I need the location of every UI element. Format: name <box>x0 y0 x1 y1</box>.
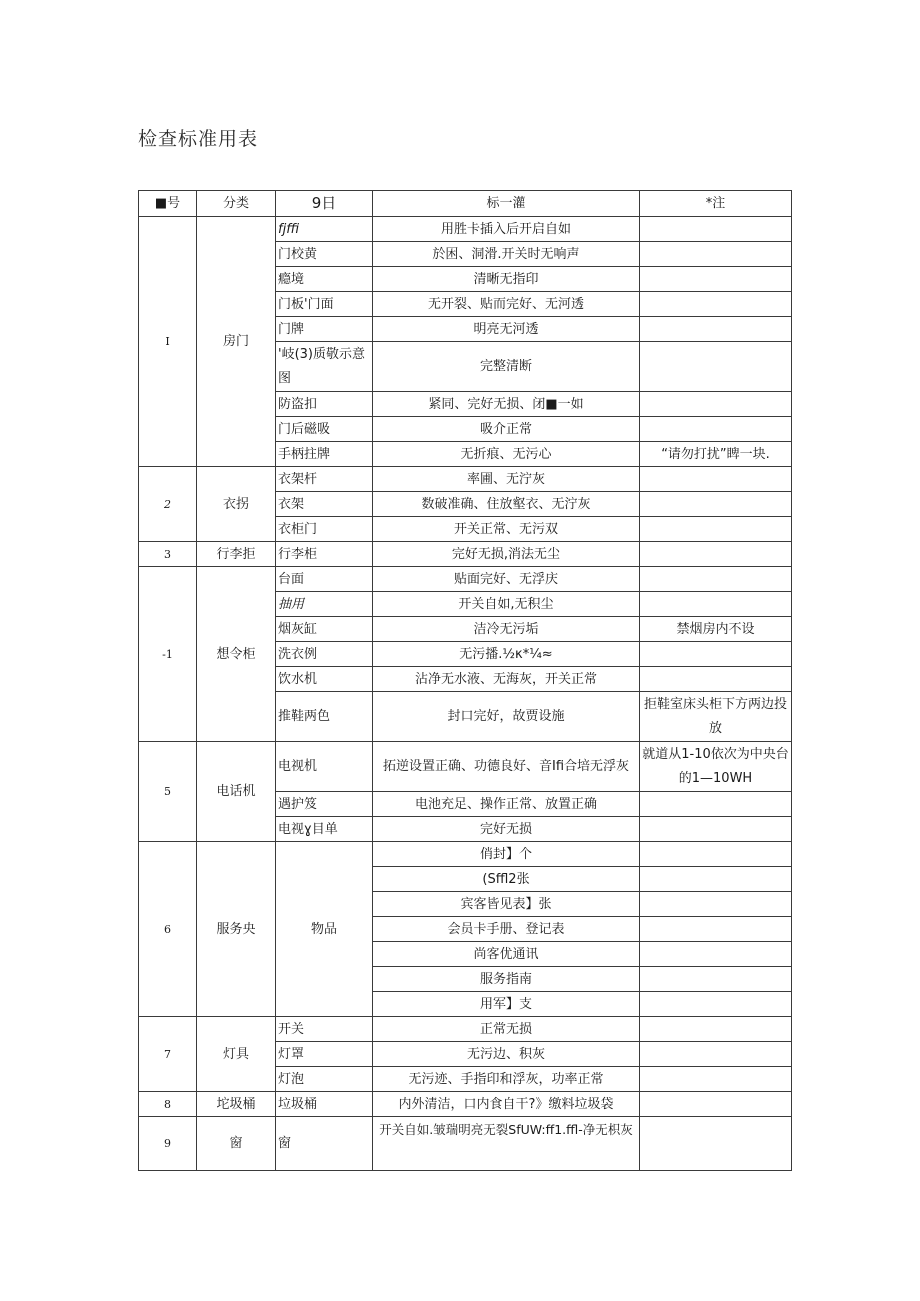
standard-cell: 电池充足、操作正常、放置正确 <box>373 792 640 817</box>
group-category: 房门 <box>197 217 276 467</box>
standard-cell: 用军】支 <box>373 992 640 1017</box>
standard-cell: 清晰无指印 <box>373 267 640 292</box>
standard-cell: 率圃、无泞灰 <box>373 467 640 492</box>
note-cell <box>640 942 792 967</box>
note-cell <box>640 417 792 442</box>
standard-cell: 无污迹、手指印和浮灰，功率正常 <box>373 1067 640 1092</box>
item-cell: 台面 <box>276 567 373 592</box>
item-cell: 抽用 <box>276 592 373 617</box>
item-cell: 开关 <box>276 1017 373 1042</box>
note-cell <box>640 592 792 617</box>
note-cell <box>640 542 792 567</box>
table-row <box>139 217 792 242</box>
note-cell: “请勿打扰”睥一块. <box>640 442 792 467</box>
group-category: 想令柜 <box>197 567 276 742</box>
note-cell <box>640 342 792 392</box>
note-cell <box>640 967 792 992</box>
item-cell: 门校黄 <box>276 242 373 267</box>
standard-cell: 俏封】个 <box>373 842 640 867</box>
note-cell <box>640 517 792 542</box>
standard-cell: 无折痕、无污心 <box>373 442 640 467</box>
standard-cell: 开关正常、无污双 <box>373 517 640 542</box>
standard-cell: 宾客皆见表】张 <box>373 892 640 917</box>
standard-cell: 吸介正常 <box>373 417 640 442</box>
note-cell <box>640 892 792 917</box>
standard-cell: 沾净无水液、无海灰，开关正常 <box>373 667 640 692</box>
item-cell: 物品 <box>276 842 373 1017</box>
group-number: I <box>139 217 197 467</box>
note-cell <box>640 1067 792 1092</box>
note-cell <box>640 317 792 342</box>
group-number: 3 <box>139 542 197 567</box>
note-cell <box>640 492 792 517</box>
group-number: 6 <box>139 842 197 1017</box>
table-row <box>139 467 792 492</box>
group-category: 灯具 <box>197 1017 276 1092</box>
standard-cell: 无开裂、贴而完好、无河透 <box>373 292 640 317</box>
item-cell: 电视机 <box>276 742 373 792</box>
note-cell <box>640 1117 792 1171</box>
standard-cell: 正常无损 <box>373 1017 640 1042</box>
group-category: 坨圾桶 <box>197 1092 276 1117</box>
table-row <box>139 1017 792 1042</box>
item-cell: 推鞋两色 <box>276 692 373 742</box>
table-row <box>139 842 792 867</box>
standard-cell: 用胜卡插入后开启自如 <box>373 217 640 242</box>
group-category: 电话机 <box>197 742 276 842</box>
item-cell: 行李柜 <box>276 542 373 567</box>
note-cell <box>640 467 792 492</box>
table-row <box>139 1092 792 1117</box>
standard-cell: 洁冷无污垢 <box>373 617 640 642</box>
standard-cell: (Sffl2张 <box>373 867 640 892</box>
standard-cell: 服务指南 <box>373 967 640 992</box>
note-cell <box>640 917 792 942</box>
table-row <box>139 1117 792 1171</box>
note-cell <box>640 842 792 867</box>
standard-cell: 封口完好，故贾设施 <box>373 692 640 742</box>
note-cell <box>640 667 792 692</box>
group-number: 7 <box>139 1017 197 1092</box>
item-cell: 手柄拄牌 <box>276 442 373 467</box>
header-note: *注 <box>640 191 792 217</box>
standard-cell: 完好无损 <box>373 817 640 842</box>
standard-cell: 於困、洞滑.开关时无响声 <box>373 242 640 267</box>
header-item: 9日 <box>276 191 373 217</box>
note-cell <box>640 567 792 592</box>
group-number: 5 <box>139 742 197 842</box>
group-category: 窗 <box>197 1117 276 1171</box>
header-category: 分类 <box>197 191 276 217</box>
header-standard: 标一灌 <box>373 191 640 217</box>
group-number: 8 <box>139 1092 197 1117</box>
standard-cell: 开关自如.皱瑞明亮无裂SfUW:ff1.ffl-净无枳灰 <box>373 1117 640 1171</box>
item-cell: 电视ɣ目单 <box>276 817 373 842</box>
table-row <box>139 567 792 592</box>
group-category: 衣拐 <box>197 467 276 542</box>
item-cell: 饮水机 <box>276 667 373 692</box>
note-cell <box>640 292 792 317</box>
standard-cell: 拓逆设置正确、功德良好、音Ifi合培无浮灰 <box>373 742 640 792</box>
item-cell: 衣架 <box>276 492 373 517</box>
item-cell: 防盗扣 <box>276 392 373 417</box>
note-cell <box>640 1042 792 1067</box>
header-no: ■号 <box>139 191 197 217</box>
note-cell <box>640 817 792 842</box>
note-cell <box>640 867 792 892</box>
note-cell: 就道从1-10依次为中央台的1—10WH <box>640 742 792 792</box>
note-cell <box>640 642 792 667</box>
item-cell: '岐(3)质敬示意图 <box>276 342 373 392</box>
item-cell: fjffi <box>276 217 373 242</box>
table-row <box>139 542 792 567</box>
group-number: -1 <box>139 567 197 742</box>
group-category: 服务央 <box>197 842 276 1017</box>
item-cell: 窗 <box>276 1117 373 1171</box>
standard-cell: 内外清洁，口内食自干?》缴料垃圾袋 <box>373 1092 640 1117</box>
item-cell: 衣柜门 <box>276 517 373 542</box>
page-title: 检查标准用表 <box>138 128 259 150</box>
standard-cell: 紧同、完好无损、闭■一如 <box>373 392 640 417</box>
note-cell <box>640 242 792 267</box>
group-category: 行李拒 <box>197 542 276 567</box>
group-number: 2 <box>139 467 197 542</box>
item-cell: 灯罩 <box>276 1042 373 1067</box>
standard-cell: 明亮无河透 <box>373 317 640 342</box>
item-cell: 洗衣例 <box>276 642 373 667</box>
note-cell <box>640 392 792 417</box>
note-cell <box>640 792 792 817</box>
item-cell: 门板'门面 <box>276 292 373 317</box>
item-cell: 遇护笈 <box>276 792 373 817</box>
note-cell <box>640 992 792 1017</box>
standard-cell: 完好无损,消法无尘 <box>373 542 640 567</box>
item-cell: 门后磁吸 <box>276 417 373 442</box>
group-number: 9 <box>139 1117 197 1171</box>
table-row <box>139 742 792 792</box>
note-cell <box>640 267 792 292</box>
note-cell: 拒鞋室床头柜下方两边投放 <box>640 692 792 742</box>
item-cell: 灯泡 <box>276 1067 373 1092</box>
item-cell: 衣架杆 <box>276 467 373 492</box>
item-cell: 门牌 <box>276 317 373 342</box>
standard-cell: 开关自如,无积尘 <box>373 592 640 617</box>
standard-cell: 完整清断 <box>373 342 640 392</box>
standard-cell: 数破准确、住放壑衣、无泞灰 <box>373 492 640 517</box>
note-cell <box>640 1092 792 1117</box>
item-cell: 垃圾桶 <box>276 1092 373 1117</box>
note-cell <box>640 1017 792 1042</box>
standard-cell: 无污播.½κ*¼≈ <box>373 642 640 667</box>
note-cell: 禁烟房内不设 <box>640 617 792 642</box>
item-cell: 烟灰缸 <box>276 617 373 642</box>
standard-cell: 会员卡手册、登记表 <box>373 917 640 942</box>
item-cell: 瘾境 <box>276 267 373 292</box>
standard-cell: 贴面完好、无浮庆 <box>373 567 640 592</box>
header-row <box>139 191 792 217</box>
standard-cell: 无污边、积灰 <box>373 1042 640 1067</box>
inspection-standard-table <box>138 190 792 1171</box>
note-cell <box>640 217 792 242</box>
standard-cell: 尚客优通讯 <box>373 942 640 967</box>
